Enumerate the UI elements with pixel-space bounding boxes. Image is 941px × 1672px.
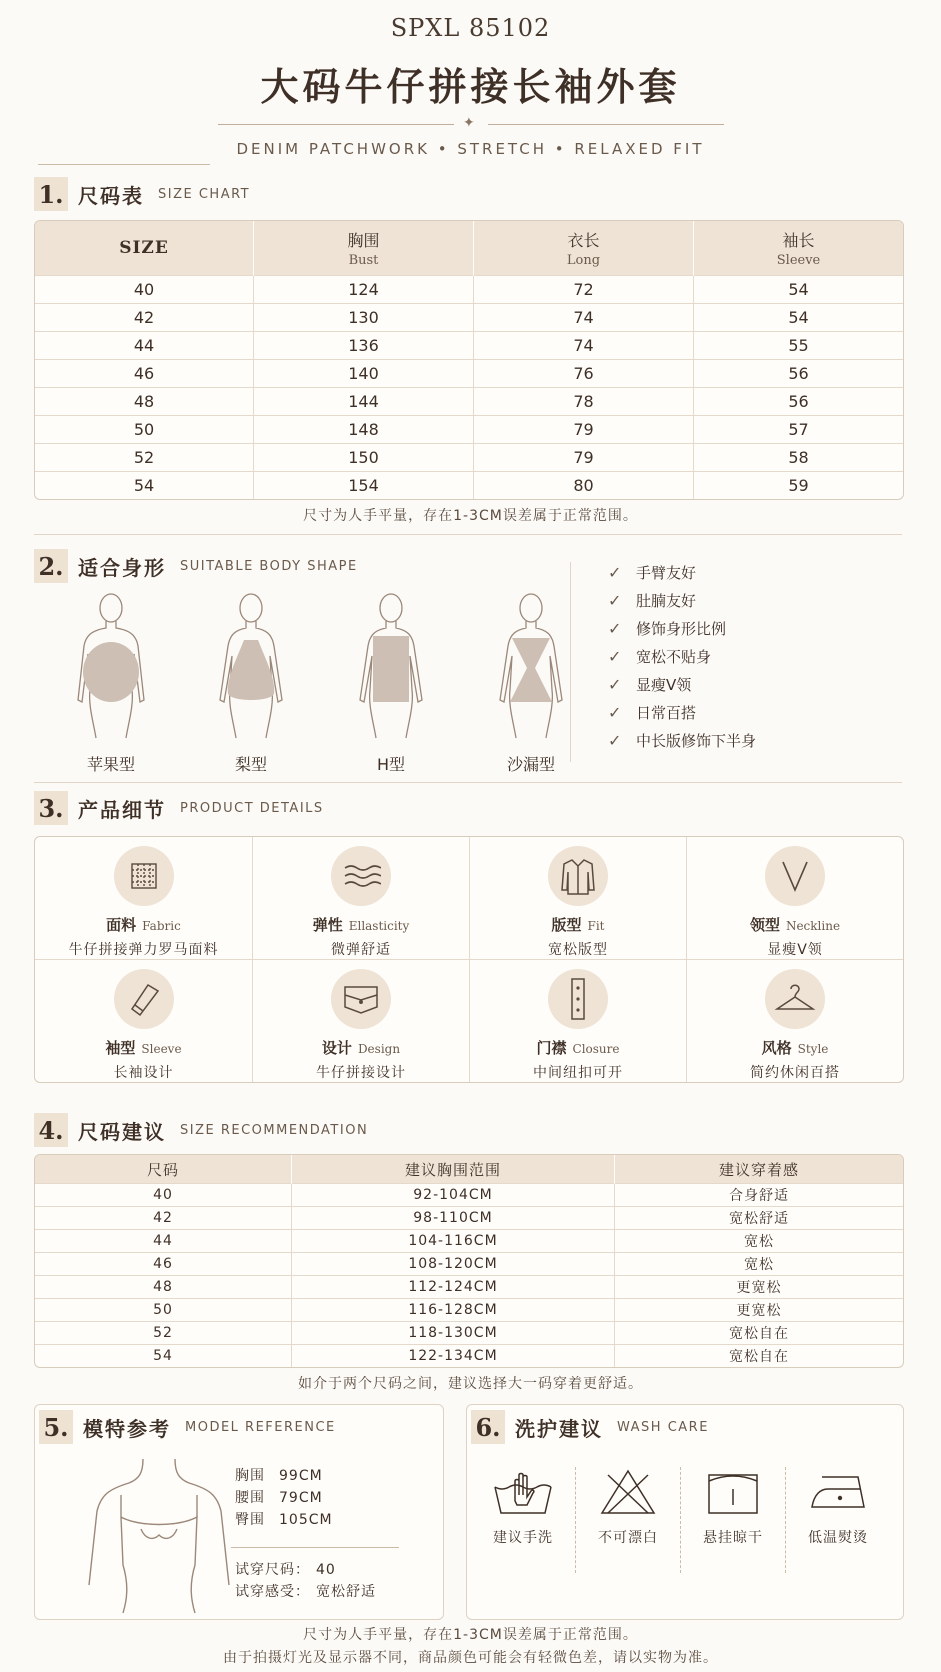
size-chart-row	[35, 332, 903, 360]
size-chart-row	[35, 416, 903, 444]
checklist-item	[608, 614, 756, 642]
model-figure-icon	[79, 1455, 239, 1615]
section-divider	[34, 534, 902, 535]
detail-value: 简约休闲百搭	[750, 1065, 840, 1081]
shape-label: 苹果型	[86, 755, 135, 774]
section-number: 2.	[34, 549, 68, 583]
recommend-cell: 44	[35, 1230, 292, 1253]
col-feel: 建议穿着感	[615, 1155, 904, 1184]
recommend-cell: 116-128CM	[292, 1299, 615, 1322]
title-divider-right	[488, 124, 724, 125]
size-chart-row	[35, 444, 903, 472]
recommend-cell: 合身舒适	[615, 1184, 904, 1207]
apple-body-icon	[66, 590, 156, 740]
size-chart-cell: 54	[35, 472, 254, 500]
detail-value: 牛仔拼接弹力罗马面料	[68, 942, 219, 958]
section-subtitle: SUITABLE BODY SHAPE	[180, 558, 358, 574]
sleeve-icon	[114, 969, 174, 1029]
section-subtitle: PRODUCT DETAILS	[180, 800, 324, 816]
model-feel: 试穿感受： 宽松舒适	[235, 1584, 376, 1600]
size-chart-cell: 130	[254, 304, 474, 332]
size-chart-cell: 44	[35, 332, 254, 360]
recommend-row	[35, 1253, 903, 1276]
size-chart-row	[35, 276, 903, 304]
size-chart-table	[34, 220, 904, 500]
recommend-cell: 98-110CM	[292, 1207, 615, 1230]
section-recommend-head	[34, 1112, 368, 1148]
wash-label: 低温熨烫	[808, 1530, 868, 1546]
model-size: 试穿尺码： 40	[235, 1562, 336, 1578]
checklist-item	[608, 670, 756, 698]
wash-hand	[471, 1467, 575, 1547]
section-number: 5.	[39, 1410, 73, 1444]
col-size: 尺码	[35, 1155, 292, 1184]
model-reference-card	[34, 1404, 444, 1620]
wash-care-card	[466, 1404, 904, 1620]
size-chart-cell: 76	[474, 360, 694, 388]
section-size-chart-head	[34, 176, 250, 212]
recommend-row	[35, 1230, 903, 1253]
recommend-cell: 54	[35, 1345, 292, 1368]
section-subtitle: MODEL REFERENCE	[185, 1419, 336, 1435]
check-icon: ✓	[608, 590, 622, 610]
hanger-icon	[765, 969, 825, 1029]
detail-value: 微弹舒适	[331, 942, 391, 958]
recommend-row	[35, 1276, 903, 1299]
section-subtitle: SIZE CHART	[158, 186, 251, 202]
checklist-text: 肚腩友好	[636, 591, 697, 610]
size-chart-cell: 124	[254, 276, 474, 304]
size-chart-row	[35, 360, 903, 388]
header-underline	[38, 164, 210, 165]
size-chart-cell: 57	[694, 416, 904, 444]
details-grid	[34, 836, 904, 1083]
shirt-icon	[548, 846, 608, 906]
size-chart-cell: 74	[474, 304, 694, 332]
sparkle-icon: ✦	[463, 115, 475, 131]
fit-checklist	[608, 558, 756, 754]
wash-label: 悬挂晾干	[703, 1530, 763, 1546]
size-chart-cell: 54	[694, 304, 904, 332]
size-chart-row	[35, 472, 903, 500]
size-chart-cell: 136	[254, 332, 474, 360]
model-bust: 胸围 99CM	[235, 1468, 323, 1484]
detail-value: 牛仔拼接设计	[316, 1065, 406, 1081]
section-subtitle: WASH CARE	[617, 1419, 709, 1435]
product-title: 大码牛仔拼接长袖外套	[260, 64, 681, 109]
detail-value: 中间纽扣可开	[533, 1065, 623, 1081]
model-hip: 臀围 105CM	[235, 1512, 333, 1528]
size-chart-cell: 79	[474, 444, 694, 472]
model-trial	[235, 1559, 376, 1603]
product-subtitle: DENIM PATCHWORK • STRETCH • RELAXED FIT	[236, 140, 705, 158]
col-bust: 胸围 Bust	[254, 221, 474, 276]
size-chart-cell: 144	[254, 388, 474, 416]
detail-design: 设计 Design 牛仔拼接设计	[252, 959, 469, 1082]
section-title: 适合身形	[78, 555, 166, 580]
size-chart-cell: 48	[35, 388, 254, 416]
footer-note-2: 由于拍摄灯光及显示器不同，商品颜色可能会有轻微色差，请以实物为准。	[223, 1650, 718, 1666]
col-long: 衣长 Long	[474, 221, 694, 276]
size-chart-note: 尺寸为人手平量，存在1-3CM误差属于正常范围。	[303, 508, 638, 524]
section-title: 模特参考	[83, 1416, 171, 1441]
fabric-icon	[114, 846, 174, 906]
detail-neckline: 领型 Neckline 显瘦V领	[686, 837, 903, 959]
recommend-cell: 48	[35, 1276, 292, 1299]
size-chart-cell: 140	[254, 360, 474, 388]
wash-icons-row	[471, 1467, 899, 1573]
hang-dry-icon	[703, 1467, 763, 1517]
size-chart-cell: 56	[694, 360, 904, 388]
recommend-cell: 40	[35, 1184, 292, 1207]
detail-fabric: 面料 Fabric 牛仔拼接弹力罗马面料	[35, 837, 252, 959]
model-divider	[231, 1547, 399, 1548]
title-divider-left	[218, 124, 454, 125]
recommend-cell: 46	[35, 1253, 292, 1276]
recommend-cell: 宽松自在	[615, 1345, 904, 1368]
recommend-cell: 112-124CM	[292, 1276, 615, 1299]
section-title: 洗护建议	[515, 1416, 603, 1441]
section-number: 1.	[34, 177, 68, 211]
wave-icon	[331, 846, 391, 906]
recommend-row	[35, 1184, 903, 1207]
button-placket-icon	[548, 969, 608, 1029]
size-chart-cell: 54	[694, 276, 904, 304]
recommend-cell: 宽松自在	[615, 1322, 904, 1345]
hourglass-body-icon	[486, 590, 576, 740]
wash-low-iron	[786, 1467, 890, 1547]
recommend-cell: 50	[35, 1299, 292, 1322]
size-chart-cell: 58	[694, 444, 904, 472]
section-body-shape-head	[34, 548, 358, 584]
section-model-head	[39, 1409, 336, 1445]
section-details-head	[34, 790, 324, 826]
recommend-cell: 52	[35, 1322, 292, 1345]
recommend-cell: 42	[35, 1207, 292, 1230]
section-number: 6.	[471, 1410, 505, 1444]
detail-sleeve: 袖型 Sleeve 长袖设计	[35, 959, 252, 1082]
section-title: 产品细节	[78, 797, 166, 822]
wash-label: 不可漂白	[598, 1530, 658, 1546]
size-chart-cell: 154	[254, 472, 474, 500]
size-chart-row	[35, 304, 903, 332]
size-chart-cell: 80	[474, 472, 694, 500]
size-chart-cell: 148	[254, 416, 474, 444]
pocket-icon	[331, 969, 391, 1029]
detail-elasticity: 弹性 Ellasticity 微弹舒适	[252, 837, 469, 959]
size-chart-row	[35, 388, 903, 416]
product-code: SPXL 85102	[390, 14, 551, 42]
section-number: 4.	[34, 1113, 68, 1147]
section-number: 3.	[34, 791, 68, 825]
check-icon: ✓	[608, 646, 622, 666]
size-chart-cell: 74	[474, 332, 694, 360]
recommend-cell: 宽松	[615, 1230, 904, 1253]
recommend-note: 如介于两个尺码之间，建议选择大一码穿着更舒适。	[298, 1376, 643, 1392]
checklist-text: 宽松不贴身	[636, 647, 712, 666]
hand-wash-icon	[493, 1467, 553, 1517]
wash-no-bleach	[576, 1467, 680, 1547]
checklist-item	[608, 726, 756, 754]
size-chart-cell: 56	[694, 388, 904, 416]
recommend-cell: 宽松舒适	[615, 1207, 904, 1230]
pear-body-icon	[206, 590, 296, 740]
section-title: 尺码建议	[78, 1119, 166, 1144]
checklist-item	[608, 558, 756, 586]
detail-style: 风格 Style 简约休闲百搭	[686, 959, 903, 1082]
checklist-item	[608, 698, 756, 726]
footer-note-1: 尺寸为人手平量，存在1-3CM误差属于正常范围。	[303, 1627, 638, 1643]
checklist-text: 手臂友好	[636, 563, 697, 582]
shape-divider	[570, 562, 571, 762]
recommend-cell: 122-134CM	[292, 1345, 615, 1368]
size-chart-cell: 150	[254, 444, 474, 472]
recommend-cell: 104-116CM	[292, 1230, 615, 1253]
no-bleach-icon	[598, 1467, 658, 1517]
shape-label: 沙漏型	[506, 755, 555, 774]
size-chart-cell: 79	[474, 416, 694, 444]
body-shapes-row	[66, 590, 576, 774]
checklist-text: 显瘦V领	[636, 675, 692, 694]
checklist-text: 日常百搭	[636, 703, 697, 722]
col-size: SIZE	[35, 221, 254, 276]
recommend-cell: 宽松	[615, 1253, 904, 1276]
recommend-row	[35, 1322, 903, 1345]
check-icon: ✓	[608, 674, 622, 694]
section-subtitle: SIZE RECOMMENDATION	[180, 1122, 369, 1138]
size-chart-cell: 78	[474, 388, 694, 416]
section-title: 尺码表	[78, 183, 144, 208]
size-chart-cell: 72	[474, 276, 694, 304]
checklist-text: 中长版修饰下半身	[636, 731, 757, 750]
recommend-cell: 118-130CM	[292, 1322, 615, 1345]
recommend-cell: 92-104CM	[292, 1184, 615, 1207]
check-icon: ✓	[608, 562, 622, 582]
recommend-row	[35, 1299, 903, 1322]
shape-label: 梨型	[234, 755, 267, 774]
checklist-text: 修饰身形比例	[636, 619, 727, 638]
detail-closure: 门襟 Closure 中间纽扣可开	[469, 959, 686, 1082]
size-chart-cell: 42	[35, 304, 254, 332]
size-chart-cell: 55	[694, 332, 904, 360]
h-body-icon	[346, 590, 436, 740]
shape-pear	[206, 590, 296, 774]
col-bust-range: 建议胸围范围	[292, 1155, 615, 1184]
col-sleeve: 袖长 Sleeve	[694, 221, 904, 276]
detail-fit: 版型 Fit 宽松版型	[469, 837, 686, 959]
detail-value: 显瘦V领	[767, 942, 823, 958]
recommend-cell: 108-120CM	[292, 1253, 615, 1276]
detail-value: 长袖设计	[113, 1065, 174, 1081]
check-icon: ✓	[608, 618, 622, 638]
recommend-row	[35, 1345, 903, 1368]
wash-label: 建议手洗	[493, 1530, 553, 1546]
recommend-cell: 更宽松	[615, 1276, 904, 1299]
size-chart-cell: 50	[35, 416, 254, 444]
model-waist: 腰围 79CM	[235, 1490, 323, 1506]
checklist-item	[608, 586, 756, 614]
check-icon: ✓	[608, 730, 622, 750]
wash-hang-dry	[681, 1467, 785, 1547]
size-chart-cell: 59	[694, 472, 904, 500]
model-measurements	[235, 1465, 333, 1531]
size-chart-cell: 40	[35, 276, 254, 304]
size-chart-cell: 46	[35, 360, 254, 388]
shape-apple	[66, 590, 156, 774]
checklist-item	[608, 642, 756, 670]
recommend-cell: 更宽松	[615, 1299, 904, 1322]
recommend-row	[35, 1207, 903, 1230]
low-iron-icon	[808, 1467, 868, 1517]
shape-label: H型	[376, 755, 406, 774]
recommend-table	[34, 1154, 904, 1368]
section-divider	[34, 782, 902, 783]
shape-hourglass	[486, 590, 576, 774]
section-wash-head	[471, 1409, 709, 1445]
size-chart-cell: 52	[35, 444, 254, 472]
detail-value: 宽松版型	[548, 942, 608, 958]
check-icon: ✓	[608, 702, 622, 722]
v-neck-icon	[765, 846, 825, 906]
shape-h	[346, 590, 436, 774]
